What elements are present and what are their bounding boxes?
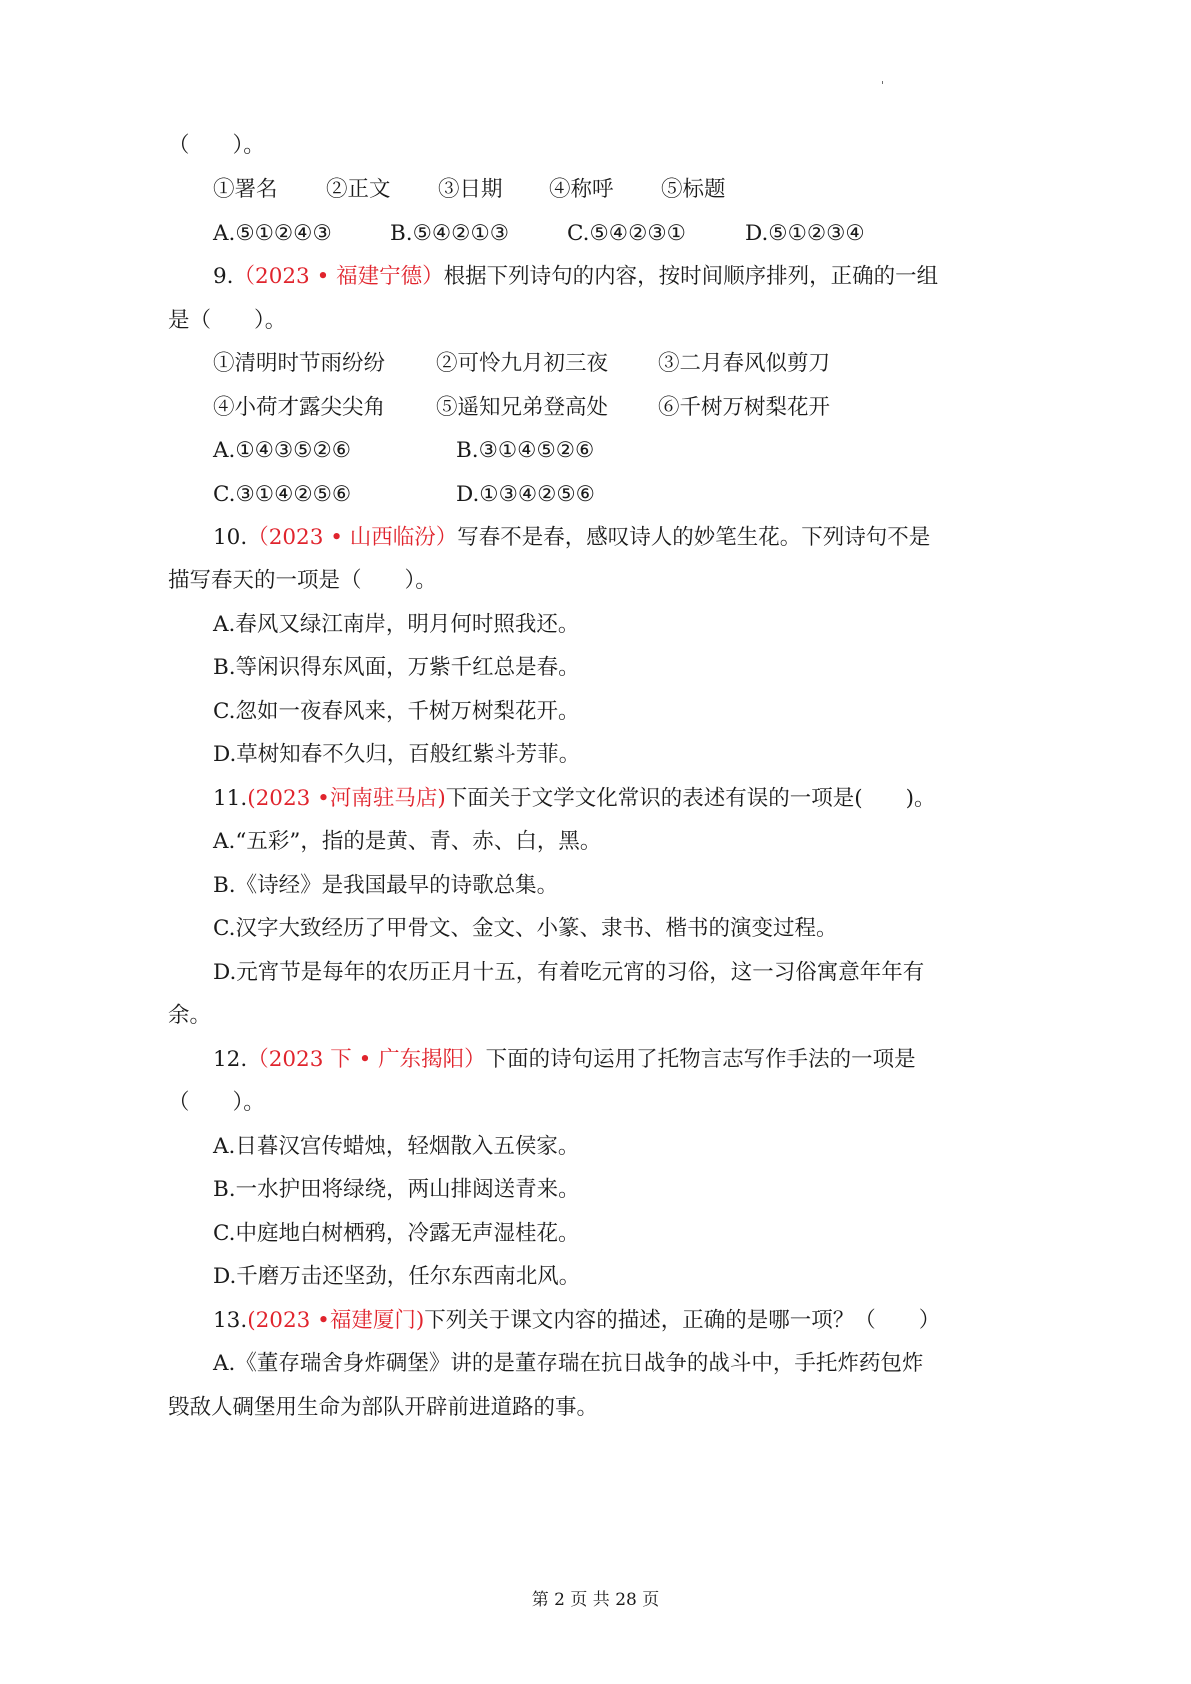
q9-option-b: B.③①④⑤②⑥ <box>456 438 595 463</box>
q10-option-b: B.等闲识得东风面，万紫千红总是春。 <box>213 655 580 680</box>
q9-item: ⑤遥知兄弟登高处 <box>436 395 609 420</box>
q11-option-d: D.元宵节是每年的农历正月十五，有着吃元宵的习俗，这一习俗寓意年年有 <box>213 960 925 985</box>
q13-text: 下列关于课文内容的描述，正确的是哪一项？（ ） <box>424 1308 941 1333</box>
q8-item: ⑤标题 <box>661 177 726 202</box>
q9-text: 根据下列诗句的内容，按时间顺序排列，正确的一组 <box>443 264 939 289</box>
q9-item: ④小荷才露尖尖角 <box>213 395 386 420</box>
q11-option-b: B.《诗经》是我国最早的诗歌总集。 <box>213 873 559 898</box>
q11-option-a: A.“五彩”，指的是黄、青、赤、白，黑。 <box>213 829 602 854</box>
q11-source-tag: (2023 •河南驻马店) <box>247 786 446 811</box>
q9-item: ③二月春风似剪刀 <box>658 351 831 376</box>
q8-item: ④称呼 <box>549 177 614 202</box>
q12-option-d: D.千磨万击还坚劲，任尔东西南北风。 <box>213 1264 581 1289</box>
q9-stem-cont: 是（ ）。 <box>168 308 287 333</box>
q9-source-tag: （2023 • 福建宁德） <box>233 264 444 289</box>
q13-option-a-cont: 毁敌人碉堡用生命为部队开辟前进道路的事。 <box>168 1395 599 1420</box>
q9-item: ①清明时节雨纷纷 <box>213 351 386 376</box>
q13-source-tag: (2023 •福建厦门) <box>247 1308 425 1333</box>
q12-text: 下面的诗句运用了托物言志写作手法的一项是 <box>485 1047 916 1072</box>
q10-number: 10. <box>213 525 248 550</box>
q8-option-a: A.⑤①②④③ <box>213 221 332 246</box>
q13-stem <box>213 1306 940 1336</box>
q13-number: 13. <box>213 1308 248 1333</box>
q10-option-c: C.忽如一夜春风来，千树万树梨花开。 <box>213 699 580 724</box>
q12-source-tag: （2023 下 • 广东揭阳） <box>247 1047 486 1072</box>
q8-item: ③日期 <box>438 177 503 202</box>
q11-number: 11. <box>213 786 248 811</box>
q13-option-a: A.《董存瑞舍身炸碉堡》讲的是董存瑞在抗日战争的战斗中，手托炸药包炸 <box>213 1351 924 1376</box>
q12-option-a: A.日暮汉宫传蜡烛，轻烟散入五侯家。 <box>213 1134 580 1159</box>
q12-stem-cont: （ ）。 <box>168 1090 265 1115</box>
q10-option-a: A.春风又绿江南岸，明月何时照我还。 <box>213 612 580 637</box>
top-mark: ' <box>881 79 885 92</box>
q12-option-c: C.中庭地白树栖鸦，冷露无声湿桂花。 <box>213 1221 580 1246</box>
q12-number: 12. <box>213 1047 248 1072</box>
page-footer: 第 2 页 共 28 页 <box>531 1590 660 1610</box>
q12-stem <box>213 1045 916 1075</box>
q9-number: 9. <box>213 264 234 289</box>
q10-stem <box>213 523 930 553</box>
q11-text: 下面关于文学文化常识的表述有误的一项是( )。 <box>445 786 936 811</box>
q10-source-tag: （2023 • 山西临汾） <box>247 525 458 550</box>
q12-option-b: B.一水护田将绿绕，两山排闼送青来。 <box>213 1177 580 1202</box>
q11-option-c: C.汉字大致经历了甲骨文、金文、小篆、隶书、楷书的演变过程。 <box>213 916 838 941</box>
q8-option-b: B.⑤④②①③ <box>390 221 510 246</box>
q8-option-d: D.⑤①②③④ <box>745 221 865 246</box>
q9-item: ②可怜九月初三夜 <box>436 351 609 376</box>
q10-option-d: D.草树知春不久归，百般红紫斗芳菲。 <box>213 742 581 767</box>
q10-text: 写春不是春，感叹诗人的妙笔生花。下列诗句不是 <box>457 525 931 550</box>
q8-option-c: C.⑤④②③① <box>567 221 686 246</box>
q10-stem-cont: 描写春天的一项是（ ）。 <box>168 568 437 593</box>
q8-paren: （ ）。 <box>168 133 265 158</box>
q9-option-d: D.①③④②⑤⑥ <box>456 482 595 507</box>
q8-item: ②正文 <box>326 177 391 202</box>
q8-item: ①署名 <box>213 177 278 202</box>
q9-stem <box>213 262 938 292</box>
q11-stem <box>213 784 936 814</box>
q9-item: ⑥千树万树梨花开 <box>658 395 831 420</box>
q11-option-d-cont: 余。 <box>168 1003 212 1028</box>
q9-option-a: A.①④③⑤②⑥ <box>213 438 352 463</box>
q9-option-c: C.③①④②⑤⑥ <box>213 482 352 507</box>
